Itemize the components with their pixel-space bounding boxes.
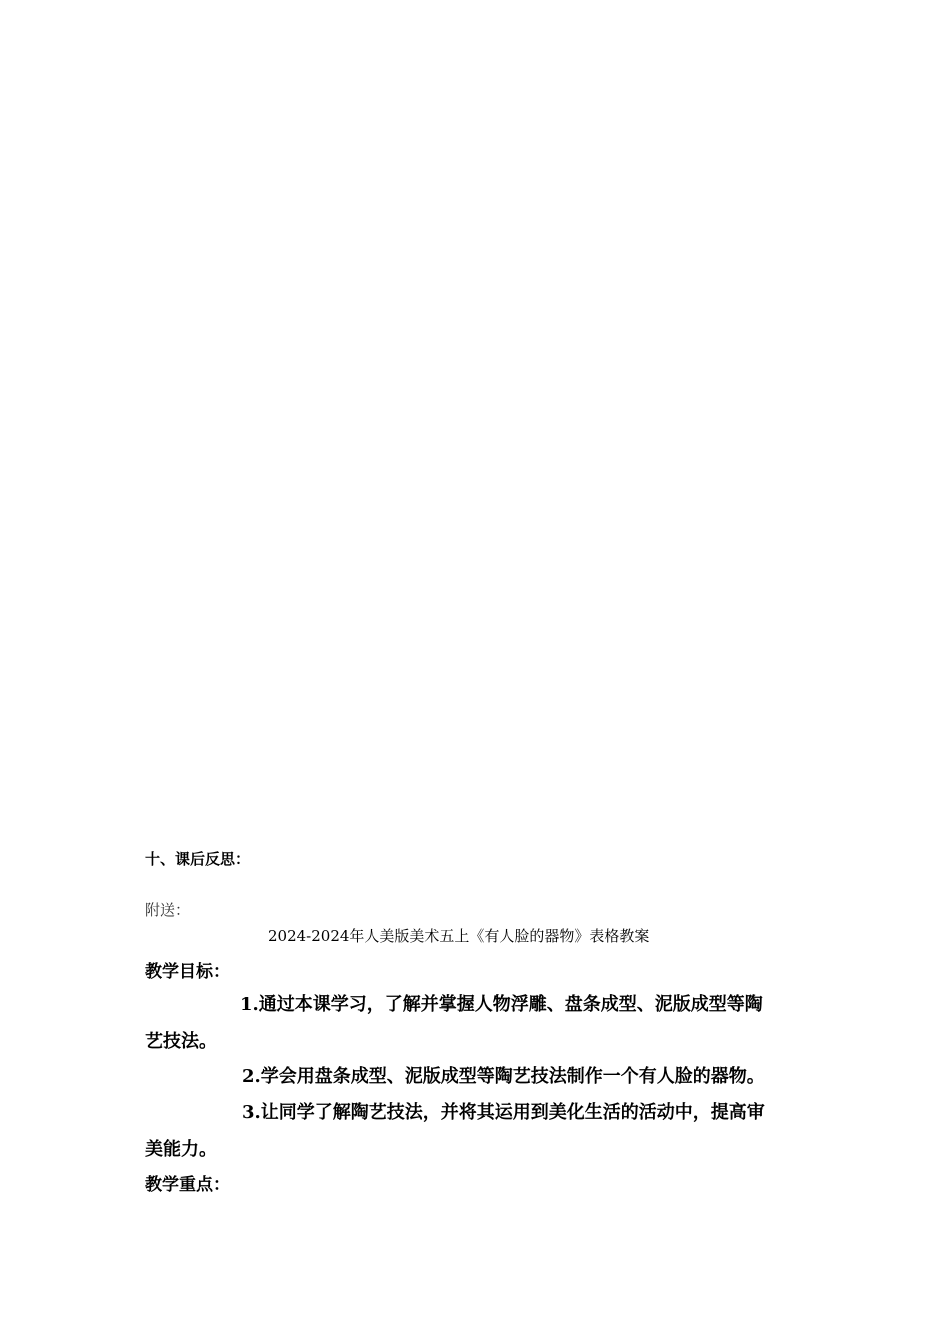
teaching-objectives-heading: 教学目标： [145,962,230,982]
objective-3-line-1: 3.让同学了解陶艺技法，并将其运用到美化生活的活动中，提高审 [242,1102,765,1123]
document-title: 2024-2024年人美版美术五上《有人脸的器物》表格教案 [268,927,650,945]
objective-3-line-2: 美能力。 [145,1139,217,1160]
teaching-key-points-heading: 教学重点： [145,1175,230,1195]
reflection-heading: 十、课后反思： [145,850,251,868]
objective-1-line-2: 艺技法。 [145,1031,217,1052]
objective-2: 2.学会用盘条成型、泥版成型等陶艺技法制作一个有人脸的器物。 [242,1066,765,1087]
objective-1-line-1: 1.通过本课学习，了解并掌握人物浮雕、盘条成型、泥版成型等陶 [240,994,763,1015]
appendix-label: 附送： [145,901,191,919]
